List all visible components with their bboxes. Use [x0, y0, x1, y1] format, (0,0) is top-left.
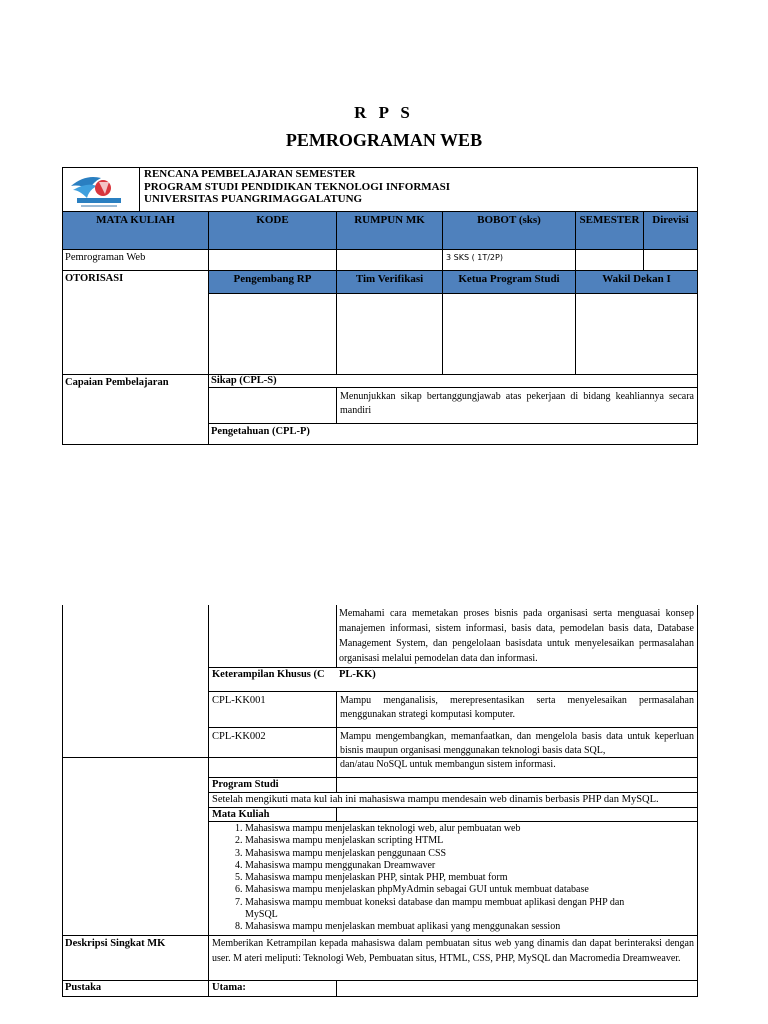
otorisasi-ketua-prodi: Ketua Program Studi	[442, 270, 576, 294]
prodi-empty-cell	[336, 777, 698, 793]
otorisasi-wakil-dekan: Wakil Dekan I	[575, 270, 698, 294]
kk002-text: Mampu mengembangkan, memanfaatkan, dan mengelola basis data untuk keperluan bisnis maupun organisasi menggunakan teknologi basis data SQL,	[336, 727, 698, 758]
list-item: 6. Mahasiswa mampu menjelaskan phpMyAdmin sebagai GUI untuk membuat database	[245, 884, 697, 896]
header-line-3: UNIVERSITAS PUANGRIMAGGALATUNG	[144, 193, 363, 205]
kk-label-b: PL-KK)	[336, 667, 698, 692]
otorisasi-label: OTORISASI	[62, 270, 209, 375]
signature-tim	[336, 293, 443, 375]
signature-ketua	[442, 293, 576, 375]
col-kode: KODE	[208, 211, 337, 250]
kk001-code: CPL-KK001	[208, 691, 337, 728]
otorisasi-tim-verifikasi: Tim Verifikasi	[336, 270, 443, 294]
utama-label: Utama:	[208, 980, 337, 997]
list-item: 8. Mahasiswa mampu menjelaskan membuat aplikasi yang menggunakan session	[245, 921, 697, 933]
sikap-label: Sikap (CPL-S)	[208, 374, 698, 388]
signature-pengembang	[208, 293, 337, 375]
course-kode-cell	[208, 249, 337, 271]
col-direvisi: Direvisi	[643, 211, 698, 250]
document-title: R P S	[354, 103, 414, 122]
capaian-label: Capaian Pembelajaran	[62, 374, 209, 445]
sikap-text: Menunjukkan sikap bertanggungjawab atas pekerjaan di bidang keahliannya secara mandiri	[336, 387, 698, 424]
kk002-code: CPL-KK002	[208, 727, 337, 758]
header-line-2: PROGRAM STUDI PENDIDIKAN TEKNOLOGI INFORMASI	[144, 180, 450, 193]
capaian-continued-cell	[62, 605, 209, 758]
course-bobot-cell: 3 SKS ( 1T/2P)	[442, 249, 576, 271]
kk002-cont-code	[208, 757, 337, 778]
list-item: 3. Mahasiswa mampu menjelaskan penggunaan CSS	[245, 848, 697, 860]
otorisasi-pengembang: Pengembang RP	[208, 270, 337, 294]
mk-label: Mata Kuliah	[208, 807, 337, 822]
list-item: 5. Mahasiswa mampu menjelaskan PHP, sintak PHP, membuat form	[245, 872, 697, 884]
document-subtitle: PEMROGRAMAN WEB	[285, 130, 483, 150]
list-item: 7. Mahasiswa mampu membuat koneksi database dan mampu membuat aplikasi dengan PHP dan MySQL	[245, 897, 697, 922]
header-cell	[139, 167, 698, 212]
col-bobot: BOBOT (sks)	[442, 211, 576, 250]
mk-list-cell	[208, 821, 698, 936]
sikap-code-cell	[208, 387, 337, 424]
deskripsi-label: Deskripsi Singkat MK	[62, 935, 209, 981]
col-rumpun-mk: RUMPUN MK	[336, 211, 443, 250]
course-rumpun-cell	[336, 249, 443, 271]
pustaka-label: Pustaka	[62, 980, 209, 997]
signature-wakil	[575, 293, 698, 375]
course-semester-cell	[575, 249, 644, 271]
cp-mk-label-cell	[62, 757, 209, 936]
logo-cell	[62, 167, 140, 212]
kk-label-a: Keterampilan Khusus (C	[208, 667, 337, 692]
course-direvisi-cell	[643, 249, 698, 271]
mk-empty-cell	[336, 807, 698, 822]
utama-content-cell	[336, 980, 698, 997]
pengetahuan-label: Pengetahuan (CPL-P)	[208, 423, 698, 445]
prodi-label: Program Studi	[208, 777, 337, 793]
col-mata-kuliah: MATA KULIAH	[62, 211, 209, 250]
kk002-cont-text: dan/atau NoSQL untuk membangun sistem informasi.	[336, 757, 698, 778]
kk001-text: Mampu menganalisis, merepresentasikan serta menyelesaikan permasalahan menggunakan strategi komputasi komputer.	[336, 691, 698, 728]
list-item: 4. Mahasiswa mampu menggunakan Dreamwaver	[245, 860, 697, 872]
pengetahuan-text: Memahami cara memetakan proses bisnis pada organisasi serta menguasai konsep manajemen informasi, sistem informasi, basis data, pemodelan basis data, Database Management System, dan pengelolaan basisdata untuk menyelesaikan permasalahan organisasi melalui pemodelan data dan informasi.	[336, 605, 698, 668]
list-item: 1. Mahasiswa mampu menjelaskan teknologi web, alur pembuatan web	[245, 823, 697, 835]
deskripsi-text: Memberikan Ketrampilan kepada mahasiswa dalam pembuatan situs web yang dinamis dan dapat berinteraksi dengan user. M ateri meliputi: Teknologi Web, Pembuatan situs, HTML, CSS, PHP, MySQL dan Macromedia Dreamweaver.	[208, 935, 698, 981]
course-name-cell: Pemrograman Web	[62, 249, 209, 271]
pengetahuan-code-cell	[208, 605, 337, 668]
list-item: 2. Mahasiswa mampu menjelaskan scripting HTML	[245, 835, 697, 847]
header-line-1: RENCANA PEMBELAJARAN SEMESTER	[144, 168, 356, 180]
prodi-text: Setelah mengikuti mata kul iah ini mahasiswa mampu mendesain web dinamis berbasis PHP dan MySQL.	[208, 792, 698, 808]
col-semester: SEMESTER	[575, 211, 644, 250]
mk-objectives-list	[209, 823, 697, 934]
university-logo-icon	[63, 168, 139, 211]
